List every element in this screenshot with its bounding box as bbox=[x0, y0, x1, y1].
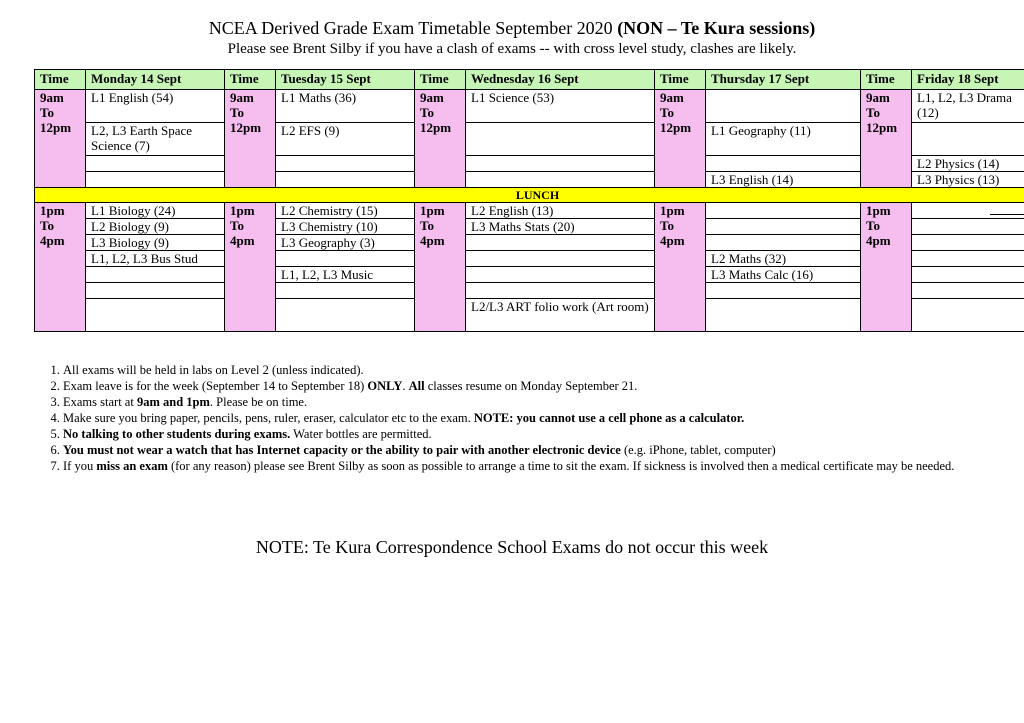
afternoon-time-thu bbox=[655, 203, 706, 332]
note-item bbox=[63, 458, 1023, 474]
time-line: 9am bbox=[40, 90, 64, 105]
page-subtitle: Please see Brent Silby if you have a clash of exams -- with cross level study, clashes are likely. bbox=[227, 41, 797, 57]
time-line: 9am bbox=[660, 90, 684, 105]
exam-cell-fri: L1, L2, L3 Drama (12) bbox=[912, 90, 1024, 123]
exam-cell-wed bbox=[466, 283, 655, 299]
exam-cell-tue: L2 Chemistry (15) bbox=[276, 203, 415, 219]
exam-cell-fri bbox=[912, 203, 1024, 219]
morning-row bbox=[35, 90, 1024, 123]
note-item bbox=[63, 378, 1023, 394]
exam-cell-fri bbox=[912, 267, 1024, 283]
exam-cell-wed: L2 English (13) bbox=[466, 203, 655, 219]
exam-cell-tue: L1, L2, L3 Music bbox=[276, 267, 415, 283]
afternoon-time-tue bbox=[225, 203, 276, 332]
exam-cell-fri bbox=[912, 283, 1024, 299]
note-text: Exam leave is for the week (September 14 to September 18) bbox=[63, 379, 368, 393]
note-bold-text: No talking to other students during exams. bbox=[63, 427, 291, 441]
exam-cell-mon bbox=[86, 156, 225, 172]
note-text: Exams start at bbox=[63, 395, 137, 409]
exam-cell-tue: L3 Geography (3) bbox=[276, 235, 415, 251]
exam-cell-tue bbox=[276, 283, 415, 299]
exam-cell-thu bbox=[706, 203, 861, 219]
time-line: 4pm bbox=[420, 233, 445, 248]
exam-cell-tue bbox=[276, 299, 415, 332]
exam-cell-tue bbox=[276, 156, 415, 172]
time-header: Time bbox=[225, 70, 276, 90]
note-text: All exams will be held in labs on Level 2 (unless indicated). bbox=[63, 363, 364, 377]
exam-cell-mon: L2 Biology (9) bbox=[86, 219, 225, 235]
exam-cell-wed bbox=[466, 123, 655, 156]
exam-cell-thu: L3 English (14) bbox=[706, 172, 861, 188]
exam-cell-wed bbox=[466, 235, 655, 251]
note-bold-text: You must not wear a watch that has Internet capacity or the ability to pair with another electronic device bbox=[63, 443, 621, 457]
exam-cell-tue: L1 Maths (36) bbox=[276, 90, 415, 123]
morning-time-tue bbox=[225, 90, 276, 188]
time-header: Time bbox=[415, 70, 466, 90]
note-item bbox=[63, 394, 1023, 410]
note-text: If you bbox=[63, 459, 97, 473]
time-line: To bbox=[230, 105, 244, 120]
exam-cell-fri bbox=[912, 251, 1024, 267]
exam-cell-mon: L1, L2, L3 Bus Stud bbox=[86, 251, 225, 267]
day-header-fri: Friday 18 Sept bbox=[912, 70, 1024, 90]
day-header-wed: Wednesday 16 Sept bbox=[466, 70, 655, 90]
lunch-line-extension bbox=[990, 214, 1024, 215]
exam-cell-wed: L2/L3 ART folio work (Art room) bbox=[466, 299, 655, 332]
time-line: 1pm bbox=[660, 203, 685, 218]
morning-time-mon bbox=[35, 90, 86, 188]
time-line: To bbox=[40, 218, 54, 233]
exam-cell-thu bbox=[706, 235, 861, 251]
afternoon-time-wed bbox=[415, 203, 466, 332]
time-line: 4pm bbox=[230, 233, 255, 248]
afternoon-time-mon bbox=[35, 203, 86, 332]
exam-cell-mon: L1 Biology (24) bbox=[86, 203, 225, 219]
exam-cell-wed bbox=[466, 251, 655, 267]
exam-cell-tue bbox=[276, 251, 415, 267]
exam-cell-mon: L1 English (54) bbox=[86, 90, 225, 123]
exam-timetable bbox=[34, 69, 1024, 332]
time-line: To bbox=[40, 105, 54, 120]
time-line: 1pm bbox=[230, 203, 255, 218]
exam-cell-thu bbox=[706, 90, 861, 123]
exam-cell-wed bbox=[466, 267, 655, 283]
exam-cell-wed: L1 Science (53) bbox=[466, 90, 655, 123]
time-line: 4pm bbox=[40, 233, 65, 248]
time-line: 1pm bbox=[40, 203, 65, 218]
time-line: 4pm bbox=[660, 233, 685, 248]
exam-cell-wed bbox=[466, 156, 655, 172]
afternoon-row bbox=[35, 203, 1024, 219]
time-line: To bbox=[660, 105, 674, 120]
note-bold-text: miss an exam bbox=[96, 459, 168, 473]
time-line: 9am bbox=[230, 90, 254, 105]
note-text: (for any reason) please see Brent Silby as soon as possible to arrange a time to sit the exam. If sickness is involved then a medical certificate may be needed. bbox=[167, 459, 955, 473]
time-line: To bbox=[230, 218, 244, 233]
page-title bbox=[0, 18, 1024, 39]
note-text: Water bottles are permitted. bbox=[290, 427, 432, 441]
exam-cell-tue bbox=[276, 172, 415, 188]
afternoon-time-fri bbox=[861, 203, 912, 332]
day-header-mon: Monday 14 Sept bbox=[86, 70, 225, 90]
note-bold-text: NOTE: you cannot use a cell phone as a calculator. bbox=[473, 411, 745, 425]
exam-cell-fri bbox=[912, 299, 1024, 332]
exam-cell-fri: L2 Physics (14) bbox=[912, 156, 1024, 172]
time-line: To bbox=[866, 218, 880, 233]
note-bold-text: 9am and 1pm bbox=[136, 395, 210, 409]
time-line: To bbox=[420, 218, 434, 233]
exam-cell-mon: L2, L3 Earth Space Science (7) bbox=[86, 123, 225, 156]
note-item bbox=[63, 426, 1023, 442]
exam-cell-tue: L3 Chemistry (10) bbox=[276, 219, 415, 235]
exam-cell-mon bbox=[86, 267, 225, 283]
exam-cell-fri bbox=[912, 235, 1024, 251]
time-line: To bbox=[866, 105, 880, 120]
time-line: 9am bbox=[866, 90, 890, 105]
note-item bbox=[63, 442, 1023, 458]
morning-time-thu bbox=[655, 90, 706, 188]
exam-cell-tue: L2 EFS (9) bbox=[276, 123, 415, 156]
notes-list bbox=[34, 362, 1023, 474]
exam-cell-fri bbox=[912, 219, 1024, 235]
note-item bbox=[63, 362, 1023, 378]
exam-cell-thu bbox=[706, 299, 861, 332]
time-line: 12pm bbox=[660, 120, 692, 135]
morning-time-fri bbox=[861, 90, 912, 188]
time-line: To bbox=[420, 105, 434, 120]
exam-cell-wed bbox=[466, 172, 655, 188]
time-header: Time bbox=[35, 70, 86, 90]
time-line: 9am bbox=[420, 90, 444, 105]
note-item bbox=[63, 410, 1023, 426]
exam-cell-mon: L3 Biology (9) bbox=[86, 235, 225, 251]
time-header: Time bbox=[655, 70, 706, 90]
exam-cell-thu bbox=[706, 283, 861, 299]
lunch-label: LUNCH bbox=[35, 188, 1024, 203]
time-line: 12pm bbox=[866, 120, 898, 135]
exam-cell-thu: L3 Maths Calc (16) bbox=[706, 267, 861, 283]
time-line: 4pm bbox=[866, 233, 891, 248]
exam-cell-mon bbox=[86, 172, 225, 188]
header-row bbox=[35, 70, 1024, 90]
exam-cell-thu: L2 Maths (32) bbox=[706, 251, 861, 267]
exam-cell-wed: L3 Maths Stats (20) bbox=[466, 219, 655, 235]
time-line: 12pm bbox=[420, 120, 452, 135]
exam-cell-thu: L1 Geography (11) bbox=[706, 123, 861, 156]
lunch-row bbox=[35, 188, 1024, 203]
note-bold-text: ONLY bbox=[367, 379, 403, 393]
day-header-thu: Thursday 17 Sept bbox=[706, 70, 861, 90]
note-text: classes resume on Monday September 21. bbox=[424, 379, 638, 393]
exam-cell-mon bbox=[86, 299, 225, 332]
time-header: Time bbox=[861, 70, 912, 90]
exam-cell-fri: L3 Physics (13) bbox=[912, 172, 1024, 188]
exam-cell-mon bbox=[86, 283, 225, 299]
day-header-tue: Tuesday 15 Sept bbox=[276, 70, 415, 90]
title-bold-text: (NON – Te Kura sessions) bbox=[617, 18, 816, 38]
note-text: . Please be on time. bbox=[209, 395, 308, 409]
time-line: To bbox=[660, 218, 674, 233]
exam-cell-thu bbox=[706, 219, 861, 235]
footer-note: NOTE: Te Kura Correspondence School Exams do not occur this week bbox=[255, 537, 769, 557]
note-text: Make sure you bring paper, pencils, pens, ruler, eraser, calculator etc to the exam. bbox=[63, 411, 474, 425]
note-bold-text: All bbox=[408, 379, 425, 393]
title-text: NCEA Derived Grade Exam Timetable September 2020 bbox=[208, 18, 618, 38]
note-text: (e.g. iPhone, tablet, computer) bbox=[620, 443, 776, 457]
time-line: 12pm bbox=[40, 120, 72, 135]
note-text: . bbox=[402, 379, 409, 393]
exam-cell-thu bbox=[706, 156, 861, 172]
time-line: 1pm bbox=[420, 203, 445, 218]
time-line: 1pm bbox=[866, 203, 891, 218]
morning-time-wed bbox=[415, 90, 466, 188]
time-line: 12pm bbox=[230, 120, 262, 135]
exam-cell-fri bbox=[912, 123, 1024, 156]
